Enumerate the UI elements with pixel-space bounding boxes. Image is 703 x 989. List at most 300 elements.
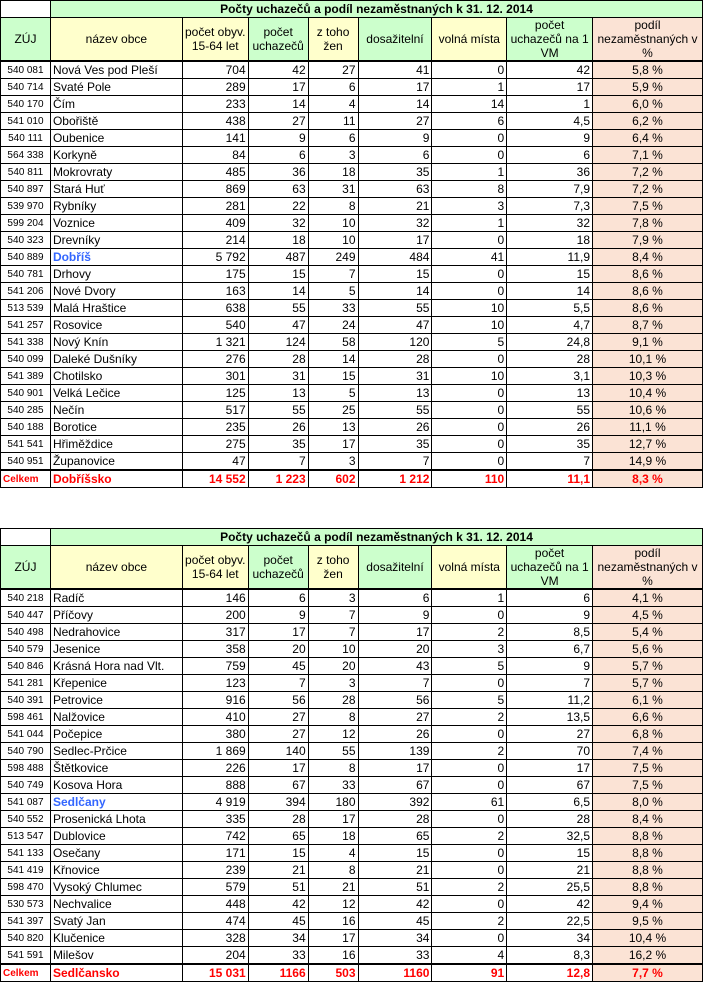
cell-pocet-obyv: 410	[182, 709, 248, 726]
cell-volna-mista: 0	[432, 147, 507, 164]
cell-pocet-uchazecu: 9	[248, 130, 308, 147]
cell-uchazecu-na-vm: 6,5	[507, 794, 593, 811]
cell-pocet-obyv: 380	[182, 726, 248, 743]
cell-zuj: 598 470	[1, 879, 51, 896]
cell-uchazecu-na-vm: 21	[507, 862, 593, 879]
cell-z-toho-zen: 55	[308, 743, 358, 760]
cell-dosazitelni: 45	[358, 913, 432, 930]
cell-pocet-obyv: 579	[182, 879, 248, 896]
cell-z-toho-zen: 12	[308, 726, 358, 743]
cell-pocet-uchazecu: 17	[248, 624, 308, 641]
cell-z-toho-zen: 4	[308, 845, 358, 862]
cell-nazev-obce: Svatý Jan	[50, 913, 182, 930]
cell-nazev-obce: Sedlec-Prčice	[50, 743, 182, 760]
cell-dosazitelni: 14	[358, 96, 432, 113]
cell-pocet-obyv: 540	[182, 317, 248, 334]
cell-dosazitelni: 43	[358, 658, 432, 675]
cell-z-toho-zen: 10	[308, 641, 358, 658]
cell-nazev-obce: Nečín	[50, 402, 182, 419]
cell-podil: 8,8 %	[593, 828, 703, 845]
cell-nazev-obce: Obořiště	[50, 113, 182, 130]
cell-dosazitelni: 35	[358, 436, 432, 453]
cell-uchazecu-na-vm: 32,5	[507, 828, 593, 845]
cell-dosazitelni: 13	[358, 385, 432, 402]
cell-podil: 5,4 %	[593, 624, 703, 641]
cell-podil: 4,5 %	[593, 607, 703, 624]
cell-z-toho-zen: 8	[308, 198, 358, 215]
cell-pocet-uchazecu: 26	[248, 419, 308, 436]
cell-dosazitelni: 28	[358, 811, 432, 828]
cell-zuj: 541 087	[1, 794, 51, 811]
cell-uchazecu-na-vm: 55	[507, 402, 593, 419]
cell-zuj: 541 419	[1, 862, 51, 879]
cell-podil: 8,6 %	[593, 266, 703, 283]
cell-pocet-uchazecu: 34	[248, 930, 308, 947]
cell-pocet-uchazecu: 55	[248, 402, 308, 419]
table-row	[1, 862, 703, 879]
cell-pocet-uchazecu: 394	[248, 794, 308, 811]
cell-podil: 10,4 %	[593, 930, 703, 947]
cell-z-toho-zen: 33	[308, 300, 358, 317]
cell-dosazitelni: 34	[358, 930, 432, 947]
cell-pocet-obyv: 200	[182, 607, 248, 624]
cell-zuj: 541 397	[1, 913, 51, 930]
cell-podil: 9,1 %	[593, 334, 703, 351]
cell-podil: 6,2 %	[593, 113, 703, 130]
cell-zuj: 540 218	[1, 589, 51, 607]
total-cell-dosazitelni: 1160	[358, 964, 432, 982]
cell-nazev-obce: Křnovice	[50, 862, 182, 879]
table-row	[1, 351, 703, 368]
header-dosazitelni: dosažitelní	[358, 18, 432, 62]
header-pocet-uchazecu: počet uchazečů	[248, 546, 308, 590]
cell-podil: 9,4 %	[593, 896, 703, 913]
cell-podil: 6,4 %	[593, 130, 703, 147]
cell-uchazecu-na-vm: 6	[507, 589, 593, 607]
cell-pocet-uchazecu: 14	[248, 283, 308, 300]
cell-uchazecu-na-vm: 1	[507, 96, 593, 113]
cell-uchazecu-na-vm: 9	[507, 130, 593, 147]
cell-pocet-obyv: 328	[182, 930, 248, 947]
cell-z-toho-zen: 27	[308, 61, 358, 79]
cell-podil: 7,5 %	[593, 760, 703, 777]
cell-volna-mista: 1	[432, 164, 507, 181]
cell-pocet-obyv: 1 321	[182, 334, 248, 351]
cell-volna-mista: 0	[432, 385, 507, 402]
cell-z-toho-zen: 21	[308, 879, 358, 896]
cell-podil: 5,6 %	[593, 641, 703, 658]
cell-nazev-obce: Dublovice	[50, 828, 182, 845]
table-row	[1, 164, 703, 181]
cell-dosazitelni: 9	[358, 607, 432, 624]
total-cell-nazev-obce: Sedlčansko	[50, 964, 182, 982]
cell-zuj: 540 552	[1, 811, 51, 828]
cell-zuj: 540 498	[1, 624, 51, 641]
cell-pocet-uchazecu: 56	[248, 692, 308, 709]
cell-pocet-uchazecu: 7	[248, 675, 308, 692]
cell-nazev-obce: Hřiměždice	[50, 436, 182, 453]
cell-podil: 8,8 %	[593, 845, 703, 862]
cell-nazev-obce: Županovice	[50, 453, 182, 471]
cell-zuj: 541 591	[1, 947, 51, 965]
cell-z-toho-zen: 5	[308, 385, 358, 402]
cell-dosazitelni: 65	[358, 828, 432, 845]
cell-z-toho-zen: 249	[308, 249, 358, 266]
cell-uchazecu-na-vm: 28	[507, 351, 593, 368]
cell-pocet-uchazecu: 20	[248, 641, 308, 658]
cell-pocet-obyv: 916	[182, 692, 248, 709]
cell-dosazitelni: 51	[358, 879, 432, 896]
cell-uchazecu-na-vm: 4,7	[507, 317, 593, 334]
table-row	[1, 334, 703, 351]
cell-zuj: 540 901	[1, 385, 51, 402]
total-cell-podil: 7,7 %	[593, 964, 703, 982]
cell-zuj: 541 044	[1, 726, 51, 743]
cell-pocet-obyv: 123	[182, 675, 248, 692]
cell-nazev-obce: Rybníky	[50, 198, 182, 215]
table-row	[1, 113, 703, 130]
cell-z-toho-zen: 16	[308, 947, 358, 965]
cell-nazev-obce: Velká Lečice	[50, 385, 182, 402]
cell-pocet-obyv: 638	[182, 300, 248, 317]
cell-z-toho-zen: 17	[308, 811, 358, 828]
header-volna-mista: volná místa	[432, 546, 507, 590]
table-row	[1, 607, 703, 624]
cell-dosazitelni: 31	[358, 368, 432, 385]
cell-dosazitelni: 27	[358, 709, 432, 726]
cell-zuj: 530 573	[1, 896, 51, 913]
table-row	[1, 794, 703, 811]
cell-z-toho-zen: 4	[308, 96, 358, 113]
cell-podil: 10,1 %	[593, 351, 703, 368]
cell-pocet-uchazecu: 42	[248, 896, 308, 913]
header-pocet-obyv: počet obyv. 15-64 let	[182, 18, 248, 62]
cell-pocet-uchazecu: 36	[248, 164, 308, 181]
cell-podil: 6,0 %	[593, 96, 703, 113]
cell-zuj: 540 579	[1, 641, 51, 658]
cell-pocet-obyv: 204	[182, 947, 248, 965]
cell-podil: 8,0 %	[593, 794, 703, 811]
table-row	[1, 896, 703, 913]
cell-volna-mista: 0	[432, 351, 507, 368]
cell-uchazecu-na-vm: 13,5	[507, 709, 593, 726]
cell-pocet-uchazecu: 28	[248, 351, 308, 368]
cell-dosazitelni: 139	[358, 743, 432, 760]
cell-nazev-obce: Nové Dvory	[50, 283, 182, 300]
cell-volna-mista: 1	[432, 215, 507, 232]
table-row	[1, 368, 703, 385]
table-title: Počty uchazečů a podíl nezaměstnaných k 31. 12. 2014	[50, 1, 702, 18]
cell-volna-mista: 5	[432, 334, 507, 351]
cell-uchazecu-na-vm: 24,8	[507, 334, 593, 351]
cell-dosazitelni: 32	[358, 215, 432, 232]
cell-pocet-uchazecu: 15	[248, 266, 308, 283]
cell-uchazecu-na-vm: 27	[507, 726, 593, 743]
cell-pocet-uchazecu: 6	[248, 147, 308, 164]
title-row	[1, 1, 703, 18]
cell-pocet-uchazecu: 140	[248, 743, 308, 760]
cell-podil: 6,6 %	[593, 709, 703, 726]
header-uchazecu-na-vm: počet uchazečů na 1 VM	[507, 546, 593, 590]
cell-pocet-obyv: 742	[182, 828, 248, 845]
cell-pocet-obyv: 275	[182, 436, 248, 453]
cell-z-toho-zen: 11	[308, 113, 358, 130]
cell-zuj: 540 170	[1, 96, 51, 113]
total-cell-volna-mista: 91	[432, 964, 507, 982]
header-podil-nezamestnanych: podíl nezaměstnaných v %	[593, 18, 703, 62]
cell-nazev-obce: Daleké Dušníky	[50, 351, 182, 368]
total-row	[1, 470, 703, 488]
total-cell-uchazecu-na-vm: 12,8	[507, 964, 593, 982]
cell-z-toho-zen: 17	[308, 930, 358, 947]
cell-podil: 7,9 %	[593, 232, 703, 249]
cell-volna-mista: 0	[432, 232, 507, 249]
total-cell-pocet-obyv: 15 031	[182, 964, 248, 982]
cell-z-toho-zen: 33	[308, 777, 358, 794]
table-row	[1, 777, 703, 794]
cell-uchazecu-na-vm: 8,3	[507, 947, 593, 965]
header-row	[1, 18, 703, 62]
table-row	[1, 675, 703, 692]
cell-pocet-obyv: 335	[182, 811, 248, 828]
cell-zuj: 541 206	[1, 283, 51, 300]
cell-volna-mista: 0	[432, 777, 507, 794]
total-cell-podil: 8,3 %	[593, 470, 703, 488]
cell-podil: 7,8 %	[593, 215, 703, 232]
cell-volna-mista: 1	[432, 589, 507, 607]
cell-zuj: 540 081	[1, 61, 51, 79]
cell-dosazitelni: 17	[358, 232, 432, 249]
cell-z-toho-zen: 3	[308, 589, 358, 607]
total-cell-nazev-obce: Dobříšsko	[50, 470, 182, 488]
cell-volna-mista: 8	[432, 181, 507, 198]
cell-pocet-obyv: 289	[182, 79, 248, 96]
cell-podil: 5,7 %	[593, 675, 703, 692]
cell-podil: 7,4 %	[593, 743, 703, 760]
cell-zuj: 564 338	[1, 147, 51, 164]
cell-nazev-obce: Oubenice	[50, 130, 182, 147]
cell-nazev-obce: Krásná Hora nad Vlt.	[50, 658, 182, 675]
cell-zuj: 541 010	[1, 113, 51, 130]
cell-volna-mista: 10	[432, 368, 507, 385]
cell-volna-mista: 2	[432, 709, 507, 726]
table-row	[1, 743, 703, 760]
cell-volna-mista: 0	[432, 607, 507, 624]
cell-uchazecu-na-vm: 14	[507, 283, 593, 300]
cell-pocet-obyv: 485	[182, 164, 248, 181]
cell-z-toho-zen: 6	[308, 79, 358, 96]
cell-podil: 5,7 %	[593, 658, 703, 675]
cell-podil: 10,3 %	[593, 368, 703, 385]
cell-uchazecu-na-vm: 15	[507, 845, 593, 862]
cell-uchazecu-na-vm: 6	[507, 147, 593, 164]
cell-pocet-obyv: 4 919	[182, 794, 248, 811]
cell-pocet-obyv: 141	[182, 130, 248, 147]
table-row	[1, 249, 703, 266]
cell-nazev-obce: Korkyně	[50, 147, 182, 164]
cell-zuj: 540 846	[1, 658, 51, 675]
table-row	[1, 624, 703, 641]
table-row	[1, 283, 703, 300]
cell-uchazecu-na-vm: 9	[507, 607, 593, 624]
table-row	[1, 589, 703, 607]
cell-podil: 7,5 %	[593, 198, 703, 215]
cell-pocet-obyv: 301	[182, 368, 248, 385]
cell-dosazitelni: 27	[358, 113, 432, 130]
cell-uchazecu-na-vm: 6,7	[507, 641, 593, 658]
cell-dosazitelni: 63	[358, 181, 432, 198]
cell-uchazecu-na-vm: 70	[507, 743, 593, 760]
cell-nazev-obce: Drhovy	[50, 266, 182, 283]
cell-zuj: 540 820	[1, 930, 51, 947]
table-row	[1, 930, 703, 947]
cell-podil: 11,1 %	[593, 419, 703, 436]
cell-zuj: 541 257	[1, 317, 51, 334]
cell-volna-mista: 10	[432, 317, 507, 334]
cell-pocet-uchazecu: 32	[248, 215, 308, 232]
cell-z-toho-zen: 16	[308, 913, 358, 930]
cell-nazev-obce: Stará Huť	[50, 181, 182, 198]
table-row	[1, 913, 703, 930]
cell-podil: 7,2 %	[593, 164, 703, 181]
cell-nazev-obce: Osečany	[50, 845, 182, 862]
cell-dosazitelni: 21	[358, 862, 432, 879]
cell-dosazitelni: 120	[358, 334, 432, 351]
cell-dosazitelni: 47	[358, 317, 432, 334]
table-sedlcansko	[0, 528, 703, 982]
cell-nazev-obce: Nový Knín	[50, 334, 182, 351]
table-row	[1, 402, 703, 419]
cell-volna-mista: 0	[432, 726, 507, 743]
cell-podil: 8,7 %	[593, 317, 703, 334]
cell-zuj: 540 285	[1, 402, 51, 419]
cell-volna-mista: 10	[432, 300, 507, 317]
cell-volna-mista: 0	[432, 283, 507, 300]
cell-pocet-uchazecu: 51	[248, 879, 308, 896]
header-row	[1, 546, 703, 590]
cell-dosazitelni: 484	[358, 249, 432, 266]
cell-uchazecu-na-vm: 7,9	[507, 181, 593, 198]
cell-nazev-obce: Příčovy	[50, 607, 182, 624]
cell-pocet-uchazecu: 17	[248, 79, 308, 96]
cell-podil: 9,5 %	[593, 913, 703, 930]
cell-z-toho-zen: 15	[308, 368, 358, 385]
cell-uchazecu-na-vm: 7,3	[507, 198, 593, 215]
cell-uchazecu-na-vm: 42	[507, 61, 593, 79]
cell-volna-mista: 0	[432, 760, 507, 777]
cell-volna-mista: 0	[432, 266, 507, 283]
cell-pocet-uchazecu: 17	[248, 760, 308, 777]
cell-pocet-uchazecu: 55	[248, 300, 308, 317]
cell-pocet-uchazecu: 65	[248, 828, 308, 845]
cell-volna-mista: 0	[432, 453, 507, 471]
table-row	[1, 198, 703, 215]
cell-pocet-uchazecu: 67	[248, 777, 308, 794]
cell-pocet-uchazecu: 487	[248, 249, 308, 266]
cell-podil: 8,6 %	[593, 283, 703, 300]
cell-dosazitelni: 15	[358, 266, 432, 283]
cell-dosazitelni: 21	[358, 198, 432, 215]
cell-volna-mista: 0	[432, 419, 507, 436]
cell-nazev-obce: Štětkovice	[50, 760, 182, 777]
cell-pocet-obyv: 888	[182, 777, 248, 794]
cell-pocet-uchazecu: 14	[248, 96, 308, 113]
cell-uchazecu-na-vm: 17	[507, 79, 593, 96]
cell-dosazitelni: 55	[358, 402, 432, 419]
cell-pocet-obyv: 317	[182, 624, 248, 641]
total-cell-z-toho-zen: 602	[308, 470, 358, 488]
cell-zuj: 599 204	[1, 215, 51, 232]
cell-zuj: 540 781	[1, 266, 51, 283]
cell-nazev-obce: Mokrovraty	[50, 164, 182, 181]
cell-zuj: 540 811	[1, 164, 51, 181]
cell-nazev-obce: Dobříš	[50, 249, 182, 266]
cell-z-toho-zen: 8	[308, 709, 358, 726]
cell-pocet-uchazecu: 27	[248, 709, 308, 726]
cell-podil: 6,1 %	[593, 692, 703, 709]
cell-z-toho-zen: 8	[308, 760, 358, 777]
cell-podil: 7,5 %	[593, 777, 703, 794]
cell-nazev-obce: Chotilsko	[50, 368, 182, 385]
cell-pocet-uchazecu: 13	[248, 385, 308, 402]
cell-pocet-obyv: 233	[182, 96, 248, 113]
cell-pocet-uchazecu: 15	[248, 845, 308, 862]
cell-dosazitelni: 41	[358, 61, 432, 79]
header-pocet-uchazecu: počet uchazečů	[248, 18, 308, 62]
table-row	[1, 317, 703, 334]
cell-volna-mista: 6	[432, 113, 507, 130]
cell-pocet-uchazecu: 45	[248, 658, 308, 675]
cell-uchazecu-na-vm: 18	[507, 232, 593, 249]
total-cell-pocet-uchazecu: 1166	[248, 964, 308, 982]
cell-pocet-uchazecu: 7	[248, 453, 308, 471]
cell-podil: 10,4 %	[593, 385, 703, 402]
cell-podil: 14,9 %	[593, 453, 703, 471]
cell-dosazitelni: 17	[358, 79, 432, 96]
table-row	[1, 709, 703, 726]
cell-uchazecu-na-vm: 9	[507, 658, 593, 675]
header-volna-mista: volná místa	[432, 18, 507, 62]
total-cell-pocet-obyv: 14 552	[182, 470, 248, 488]
cell-podil: 8,8 %	[593, 862, 703, 879]
cell-uchazecu-na-vm: 42	[507, 896, 593, 913]
table-row	[1, 215, 703, 232]
title-row	[1, 529, 703, 546]
cell-z-toho-zen: 5	[308, 283, 358, 300]
cell-z-toho-zen: 18	[308, 828, 358, 845]
cell-zuj: 541 389	[1, 368, 51, 385]
cell-uchazecu-na-vm: 32	[507, 215, 593, 232]
cell-zuj: 540 714	[1, 79, 51, 96]
cell-zuj: 598 488	[1, 760, 51, 777]
header-nazev-obce: název obce	[50, 546, 182, 590]
table-title: Počty uchazečů a podíl nezaměstnaných k 31. 12. 2014	[50, 529, 702, 546]
cell-dosazitelni: 56	[358, 692, 432, 709]
cell-zuj: 540 447	[1, 607, 51, 624]
cell-dosazitelni: 6	[358, 589, 432, 607]
cell-nazev-obce: Drevníky	[50, 232, 182, 249]
cell-pocet-obyv: 239	[182, 862, 248, 879]
table-row	[1, 419, 703, 436]
cell-volna-mista: 0	[432, 61, 507, 79]
cell-zuj: 513 547	[1, 828, 51, 845]
cell-uchazecu-na-vm: 34	[507, 930, 593, 947]
cell-pocet-uchazecu: 27	[248, 726, 308, 743]
table-row	[1, 760, 703, 777]
table-row	[1, 232, 703, 249]
total-cell-dosazitelni: 1 212	[358, 470, 432, 488]
title-blank-cell	[1, 529, 51, 546]
